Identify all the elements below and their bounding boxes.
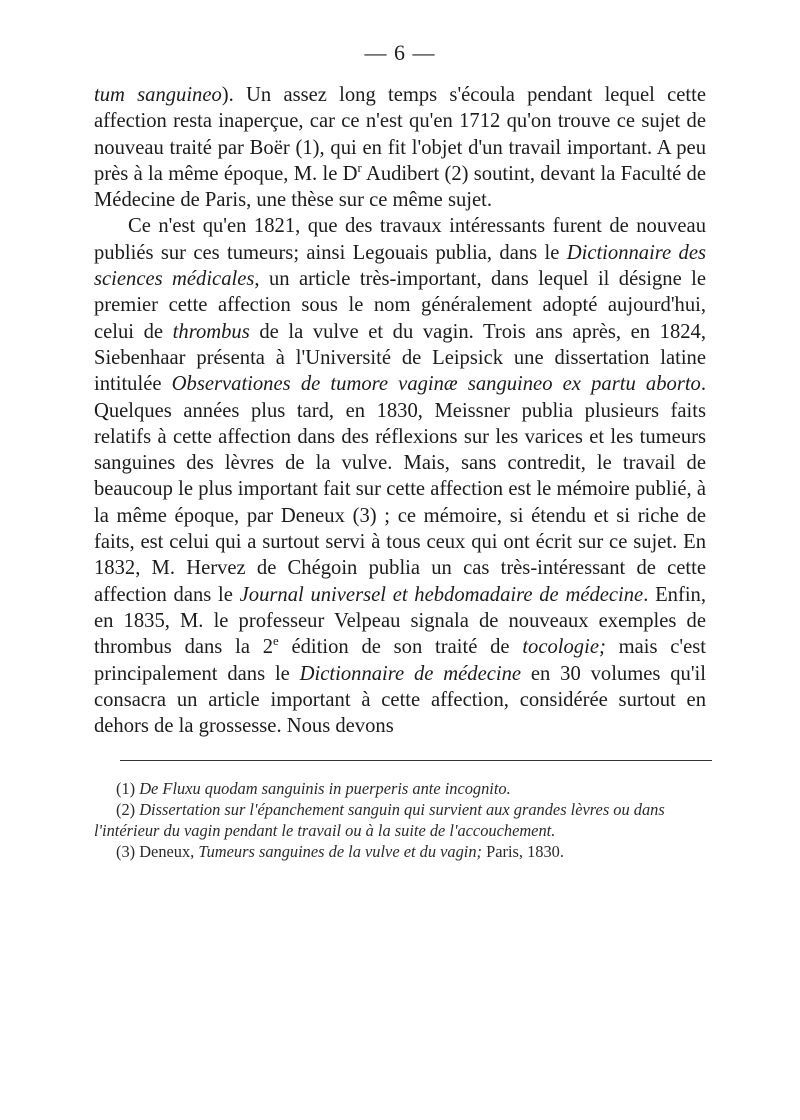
footnote — [94, 799, 708, 841]
text-run: Ce n'est qu'en 1821, que des travaux intéressants furent de nouveau publiés sur ces tumeurs; ainsi Legouais publia, dans le — [94, 215, 706, 264]
text-run: Paris, 1830. — [482, 842, 564, 861]
italic-text: Journal universel et hebdomadaire de médecine — [239, 583, 644, 606]
italic-text: tocologie; — [522, 636, 606, 659]
text-run: en 30 volumes qu'il consacra un article important à cette affection, considérée surtout en dehors de la grossesse. Nous devons — [94, 662, 706, 738]
italic-text: Observationes de tumore vaginæ sanguineo ex partu aborto — [171, 373, 701, 396]
italic-text: De Fluxu quodam sanguinis in puerperis ante incognito. — [139, 779, 511, 798]
italic-text: thrombus — [172, 320, 250, 343]
italic-text: Dissertation sur l'épanchement sanguin qui survient aux grandes lèvres ou dans l'intérieur du vagin pendant le travail ou à la suite de l'accouchement. — [94, 800, 665, 840]
body-text — [94, 82, 706, 739]
text-run: édition de son traité de — [278, 636, 523, 659]
paragraph — [94, 213, 706, 739]
footnote — [94, 841, 708, 862]
footnote — [94, 778, 708, 799]
superscript-text: r — [357, 161, 362, 176]
text-run: (2) — [116, 800, 140, 819]
text-run: . Enfin, en 1835, M. le professeur Velpeau signala de nouveaux exemples de thrombus dans la 2 — [94, 583, 707, 659]
italic-text: Tumeurs sanguines de la vulve et du vagin; — [198, 842, 482, 861]
text-run: ). Un assez long temps s'écoula pendant lequel cette affection resta inaperçue, car ce n'est qu'en 1712 qu'on trouve ce sujet de nouveau traité par Boër (1), qui en fit l'objet d'un travail important. A peu près à la même époque, M. le D — [94, 84, 706, 185]
text-run: , un article très-important, dans lequel il désigne le premier cette affection sous le nom généralement adopté aujourd'hui, celui de — [94, 268, 706, 343]
italic-text: tum sanguineo — [94, 84, 222, 106]
text-run: (1) — [116, 779, 140, 798]
text-run: de la vulve et du vagin. Trois ans après, en 1824, Siebenhaar présenta à l'Université de Leipsick une dissertation latine intitulée — [94, 320, 706, 396]
italic-text: Dictionnaire de médecine — [299, 662, 522, 685]
text-run: (3) Deneux, — [116, 842, 199, 861]
paragraph — [94, 82, 706, 213]
text-run: mais c'est principalement dans le — [94, 636, 706, 685]
text-run: . Quelques années plus tard, en 1830, Meissner publia plusieurs faits relatifs à cette affection dans des réflexions sur les varices et les tumeurs sanguines des lèvres de la vulve. Mais, sans contredit, le travail de beaucoup le plus important fait sur cette affection est le mémoire publié, à la même époque, par Deneux (3) ; ce mémoire, si étendu et si riche de faits, est celui qui a surtout servi à tous ceux qui ont écrit sur ce sujet. En 1832, M. Hervez de Chégoin publia un cas très-intéressant de cette affection dans le — [94, 373, 707, 606]
italic-text: Dictionnaire des sciences médicales — [94, 241, 706, 291]
superscript-text: e — [273, 634, 279, 649]
page-number: — 6 — — [364, 40, 436, 65]
footnotes — [94, 778, 708, 862]
footnote-divider — [120, 760, 712, 761]
text-run: Audibert (2) soutint, devant la Faculté de Médecine de Paris, une thèse sur ce même sujet. — [94, 162, 706, 212]
